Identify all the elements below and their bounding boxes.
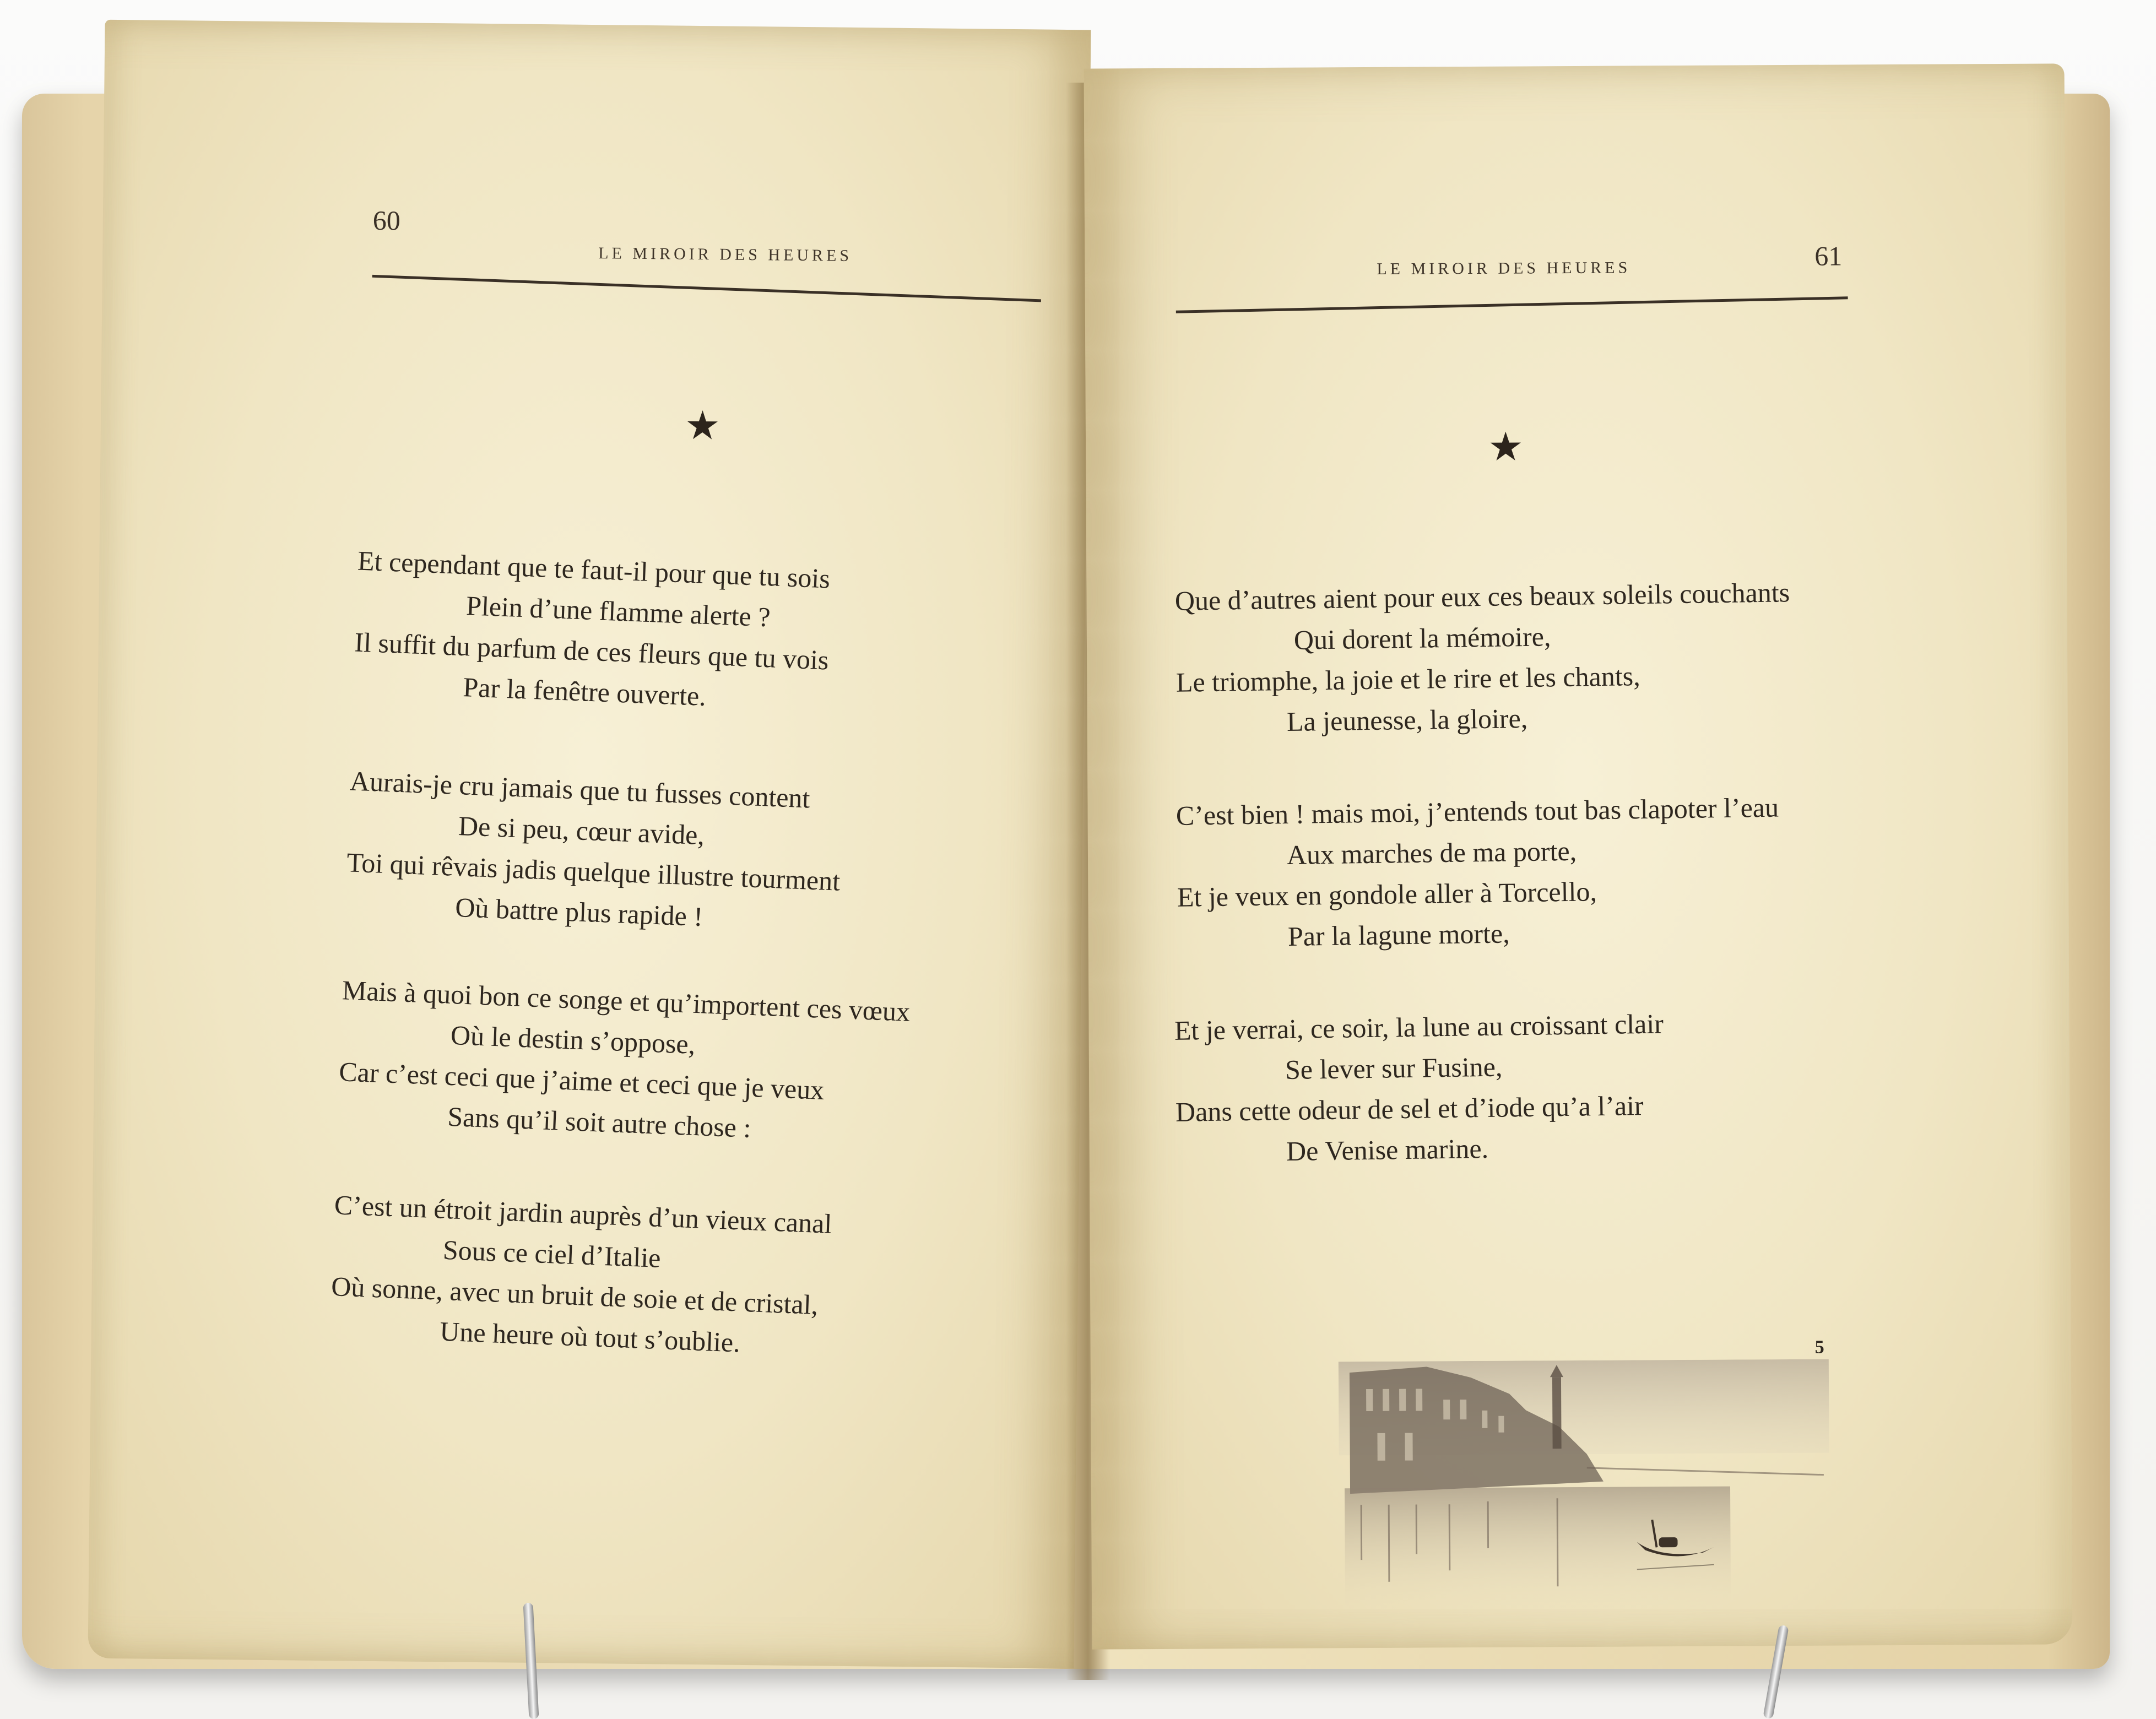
stanza-left-3 <box>337 969 911 1154</box>
header-rule-left <box>372 275 1041 302</box>
verse-line: Où battre plus rapide ! <box>454 891 704 932</box>
verse-line: Que d’autres aient pour eux ces beaux soleils couchants <box>1174 577 1790 616</box>
header-rule-right <box>1176 296 1848 313</box>
verse-line: Il suffit du parfum de ces fleurs que tu vois <box>354 626 830 676</box>
verse-line: Plein d’une flamme alerte ? <box>465 590 771 633</box>
stanza-right-3 <box>1174 1003 1665 1173</box>
running-head-right: LE MIROIR DES HEURES <box>1377 258 1631 278</box>
verse-line: Toi qui rêvais jadis quelque illustre tourment <box>346 847 841 897</box>
verse-line: Sous ce ciel d’Italie <box>442 1234 662 1273</box>
verse-line: Sans qu’il soit autre chose : <box>447 1100 752 1143</box>
signature-mark: 5 <box>1814 1337 1824 1358</box>
right-page <box>1084 63 2072 1649</box>
stanza-left-2 <box>344 760 844 942</box>
verse-line: Le triomphe, la joie et le rire et les chants, <box>1175 660 1640 698</box>
page-number-right: 61 <box>1814 240 1843 272</box>
page-number-left: 60 <box>372 204 401 236</box>
running-head-left: LE MIROIR DES HEURES <box>598 244 853 265</box>
venice-lagoon-illustration <box>1328 1359 1836 1626</box>
left-page <box>88 20 1091 1669</box>
verse-line: Par la fenêtre ouverte. <box>462 671 707 712</box>
gondola-cabin <box>1659 1537 1677 1547</box>
campanile-tower <box>1552 1377 1562 1449</box>
lagoon-water <box>1345 1487 1731 1610</box>
verse-line: Par la lagune morte, <box>1287 918 1510 952</box>
verse-line: Se lever sur Fusine, <box>1285 1051 1503 1086</box>
verse-line: De si peu, cœur avide, <box>458 810 705 851</box>
verse-line: Et je verrai, ce soir, la lune au croissant clair <box>1174 1008 1664 1046</box>
horizon-line <box>1587 1467 1824 1476</box>
stanza-right-1 <box>1174 572 1791 744</box>
star-ornament-right: ★ <box>1487 425 1524 469</box>
verse-line: De Venise marine. <box>1286 1132 1489 1167</box>
verse-line: Et je veux en gondole aller à Torcello, <box>1177 876 1597 913</box>
verse-line: C’est bien ! mais moi, j’entends tout bas clapoter l’eau <box>1175 791 1779 831</box>
verse-line: Aurais-je cru jamais que tu fusses content <box>349 765 811 814</box>
stanza-right-2 <box>1175 787 1780 958</box>
verse-line: Aux marches de ma porte, <box>1286 835 1577 871</box>
stanza-left-4 <box>329 1184 833 1366</box>
verse-line: Mais à quoi bon ce songe et qu’importent ces vœux <box>342 974 911 1027</box>
verse-line: Qui dorent la mémoire, <box>1293 621 1551 655</box>
stanza-left-1 <box>352 540 832 722</box>
verse-line: C’est un étroit jardin auprès d’un vieux canal <box>334 1189 833 1239</box>
verse-line: Une heure où tout s’oublie. <box>439 1315 741 1358</box>
verse-line: Où sonne, avec un bruit de soie et de cristal, <box>331 1271 819 1320</box>
verse-line: Où le destin s’oppose, <box>450 1019 696 1060</box>
verse-line: Car c’est ceci que j’aime et ceci que je veux <box>338 1056 825 1106</box>
verse-line: La jeunesse, la gloire, <box>1286 702 1528 738</box>
star-ornament-left: ★ <box>684 403 721 448</box>
verse-line: Dans cette odeur de sel et d’iode qu’a l’air <box>1175 1089 1644 1127</box>
verse-line: Et cependant que te faut-il pour que tu sois <box>357 545 831 594</box>
